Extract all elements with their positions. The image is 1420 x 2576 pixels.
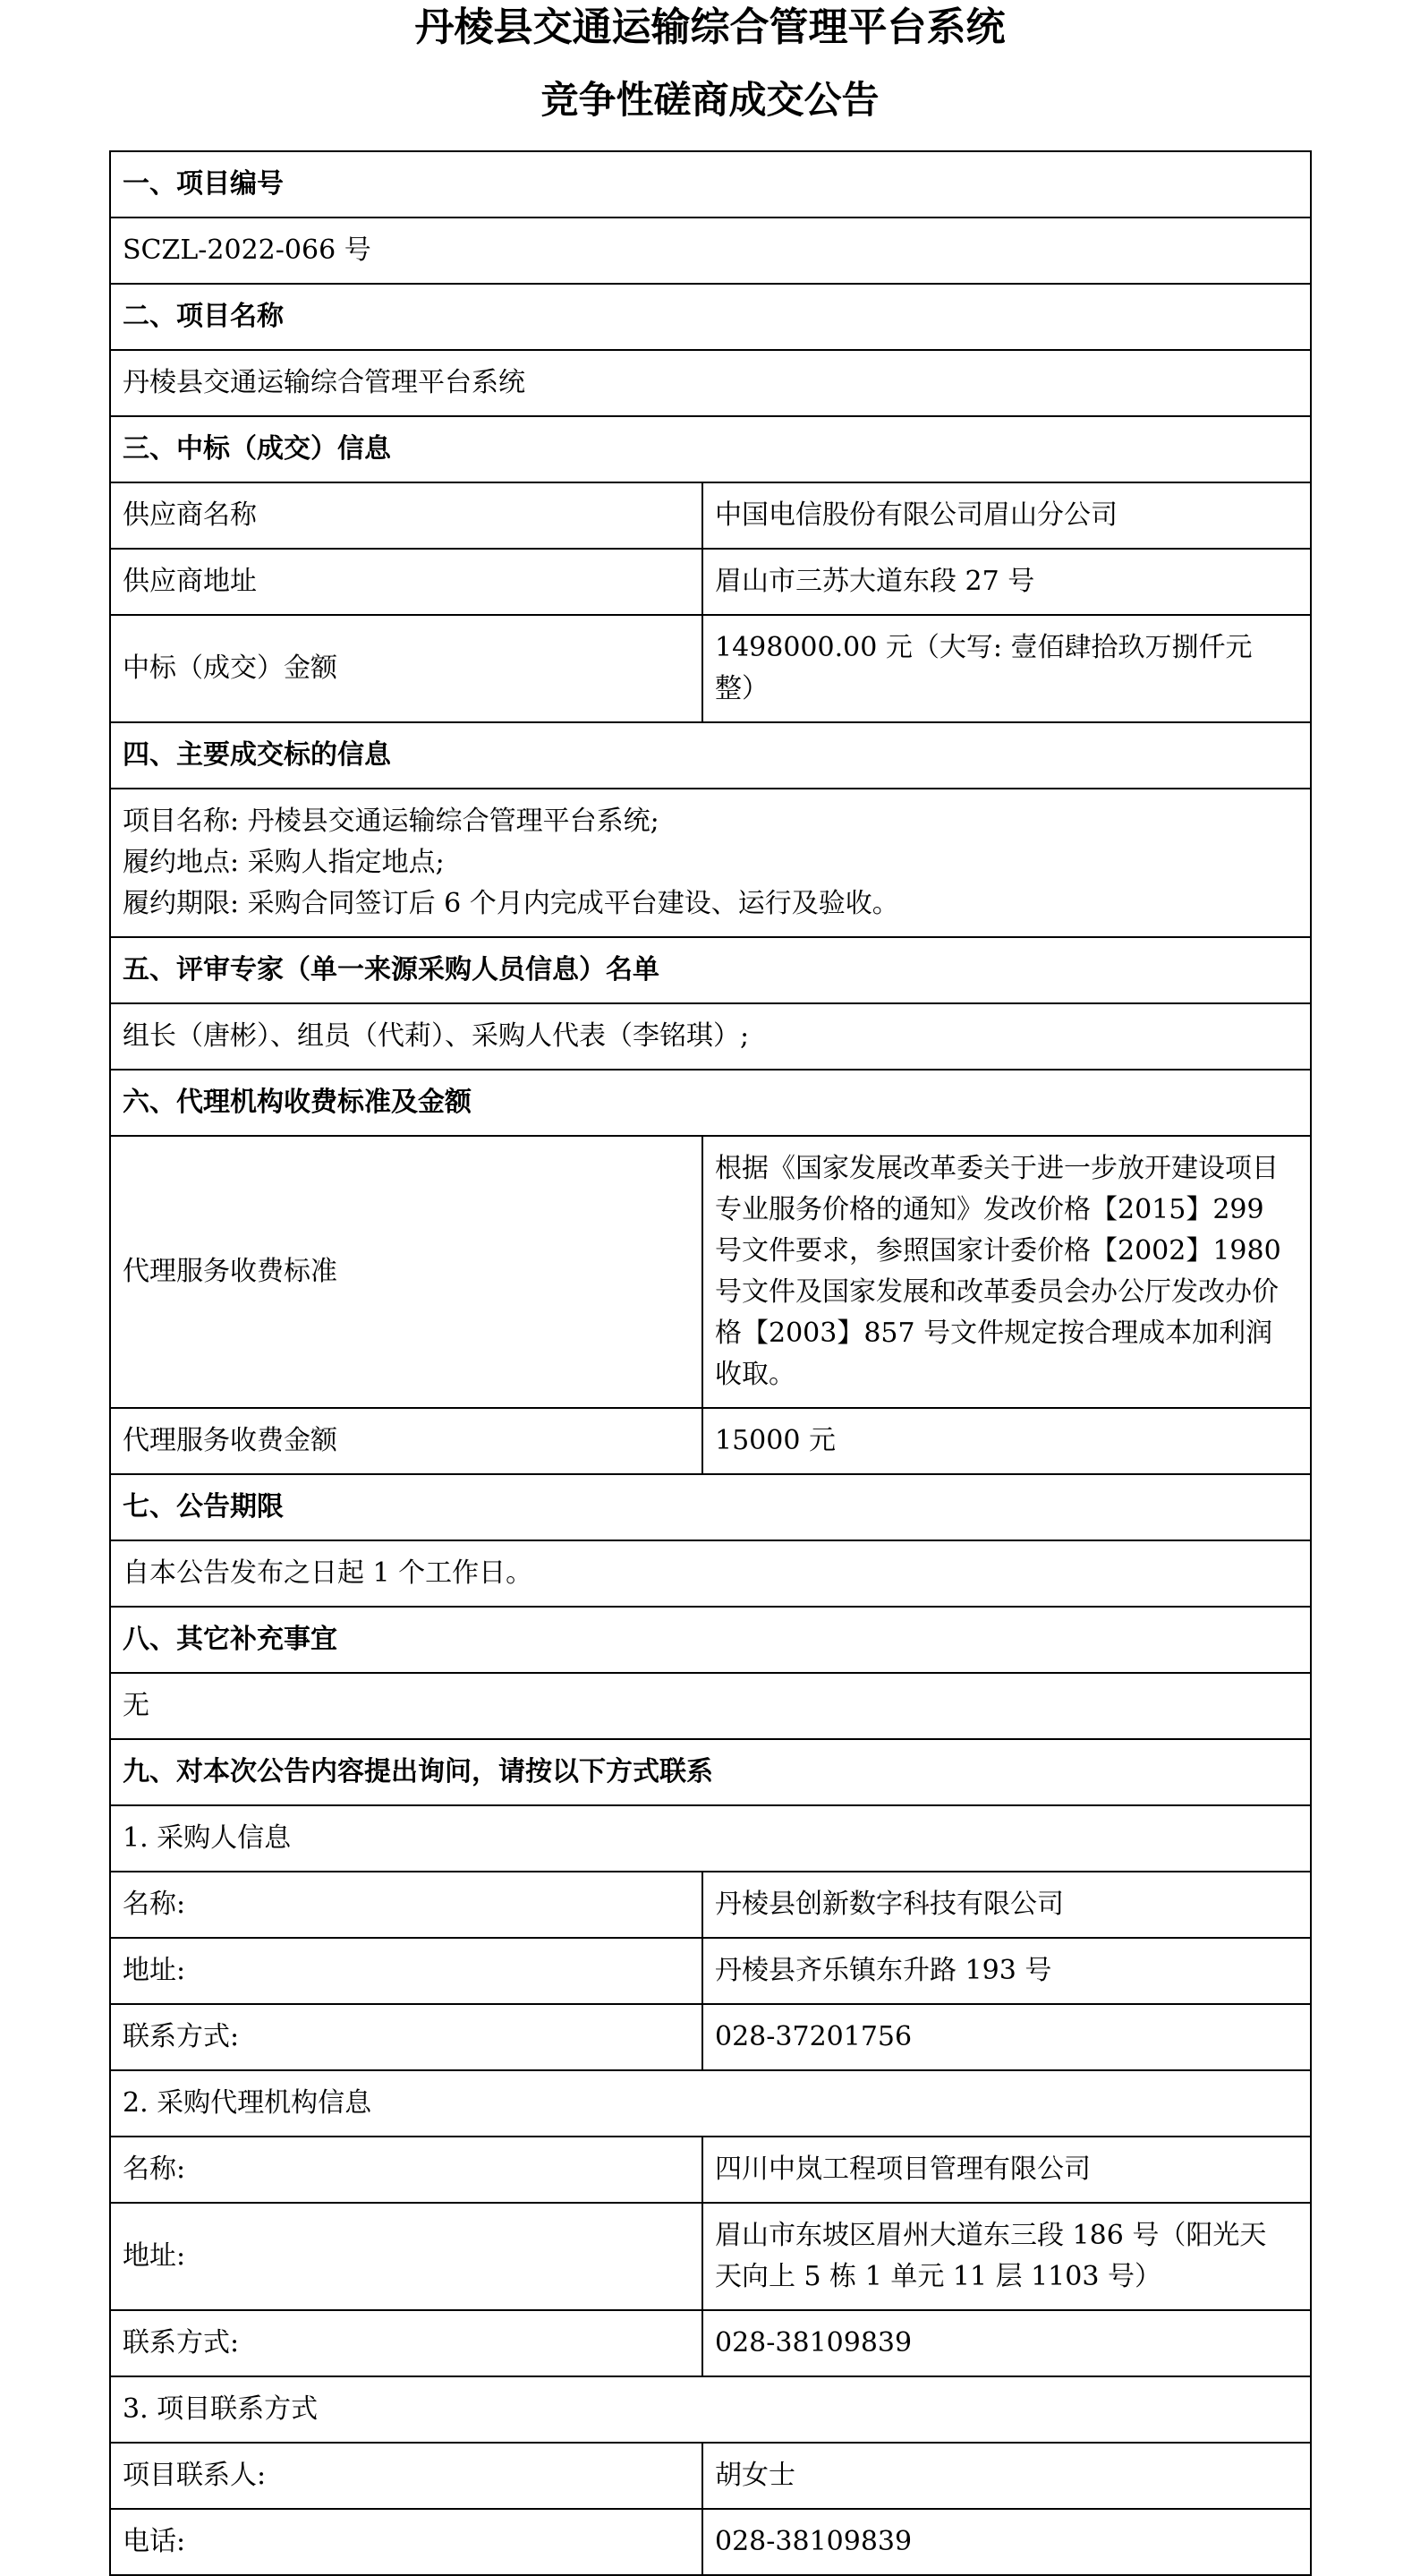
row-label: 名称: <box>110 1872 702 1938</box>
table-row <box>110 1540 1311 1607</box>
section-title: 五、评审专家（单一来源采购人员信息）名单 <box>110 937 1311 1003</box>
row-value: 1498000.00 元（大写: 壹佰肆拾玖万捌仟元整） <box>702 615 1311 722</box>
table-row <box>110 2443 1311 2509</box>
row-value: 028-38109839 <box>702 2310 1311 2376</box>
row-text: 丹棱县交通运输综合管理平台系统 <box>110 350 1311 416</box>
document-title: 丹棱县交通运输综合管理平台系统 <box>414 4 1006 50</box>
text-line: 履约地点: 采购人指定地点; <box>123 847 445 878</box>
table-row <box>110 1938 1311 2004</box>
row-label: 代理服务收费金额 <box>110 1408 702 1474</box>
section-header-row <box>110 1070 1311 1136</box>
row-value: 根据《国家发展改革委关于进一步放开建设项目专业服务价格的通知》发改价格【2015】299 号文件要求，参照国家计委价格【2002】1980 号文件及国家发展和改革委员会办公厅发改办价格【2003】857 号文件规定按合理成本加利润收取。 <box>702 1136 1311 1408</box>
table-row <box>110 218 1311 284</box>
row-label: 项目联系人: <box>110 2443 702 2509</box>
text-line: 履约期限: 采购合同签订后 6 个月内完成平台建设、运行及验收。 <box>123 888 899 919</box>
row-label: 联系方式: <box>110 2004 702 2070</box>
section-title: 二、项目名称 <box>110 284 1311 350</box>
row-label: 电话: <box>110 2509 702 2575</box>
table-row <box>110 2509 1311 2575</box>
row-text: SCZL-2022-066 号 <box>110 218 1311 284</box>
table-row <box>110 615 1311 722</box>
row-value: 028-38109839 <box>702 2509 1311 2575</box>
row-label: 供应商地址 <box>110 549 702 615</box>
section-header-row <box>110 722 1311 789</box>
section-title: 一、项目编号 <box>110 151 1311 218</box>
row-value: 028-37201756 <box>702 2004 1311 2070</box>
table-row <box>110 2004 1311 2070</box>
row-text: 2. 采购代理机构信息 <box>110 2070 1311 2137</box>
row-value: 丹棱县创新数字科技有限公司 <box>702 1872 1311 1938</box>
row-value: 眉山市东坡区眉州大道东三段 186 号（阳光天天向上 5 栋 1 单元 11 层 1103 号） <box>702 2203 1311 2310</box>
row-value: 四川中岚工程项目管理有限公司 <box>702 2137 1311 2203</box>
row-value: 眉山市三苏大道东段 27 号 <box>702 549 1311 615</box>
table-row <box>110 789 1311 937</box>
section-header-row <box>110 151 1311 218</box>
row-label: 联系方式: <box>110 2310 702 2376</box>
section-header-row <box>110 937 1311 1003</box>
table-row <box>110 482 1311 549</box>
row-label: 地址: <box>110 1938 702 2004</box>
table-row <box>110 1673 1311 1739</box>
table-row <box>110 1003 1311 1070</box>
table-row <box>110 2310 1311 2376</box>
row-text: 1. 采购人信息 <box>110 1805 1311 1872</box>
row-label: 名称: <box>110 2137 702 2203</box>
row-label: 代理服务收费标准 <box>110 1136 702 1408</box>
table-row <box>110 1408 1311 1474</box>
table-row <box>110 1136 1311 1408</box>
section-header-row <box>110 1607 1311 1673</box>
section-title: 八、其它补充事宜 <box>110 1607 1311 1673</box>
table-row <box>110 1872 1311 1938</box>
table-body <box>110 151 1311 2575</box>
table-row <box>110 2070 1311 2137</box>
section-title: 六、代理机构收费标准及金额 <box>110 1070 1311 1136</box>
section-title: 四、主要成交标的信息 <box>110 722 1311 789</box>
row-value: 丹棱县齐乐镇东升路 193 号 <box>702 1938 1311 2004</box>
row-value: 15000 元 <box>702 1408 1311 1474</box>
row-text: 组长（唐彬）、组员（代莉）、采购人代表（李铭琪）; <box>110 1003 1311 1070</box>
section-header-row <box>110 1739 1311 1805</box>
row-value: 胡女士 <box>702 2443 1311 2509</box>
row-text <box>110 789 1311 937</box>
text-line: 项目名称: 丹棱县交通运输综合管理平台系统; <box>123 806 659 837</box>
table-row <box>110 350 1311 416</box>
table-row <box>110 549 1311 615</box>
section-header-row <box>110 284 1311 350</box>
table-row <box>110 2137 1311 2203</box>
row-label: 中标（成交）金额 <box>110 615 702 722</box>
row-label: 供应商名称 <box>110 482 702 549</box>
row-value: 中国电信股份有限公司眉山分公司 <box>702 482 1311 549</box>
section-header-row <box>110 416 1311 482</box>
row-label: 地址: <box>110 2203 702 2310</box>
section-header-row <box>110 1474 1311 1540</box>
section-title: 九、对本次公告内容提出询问，请按以下方式联系 <box>110 1739 1311 1805</box>
row-text: 无 <box>110 1673 1311 1739</box>
row-text: 自本公告发布之日起 1 个工作日。 <box>110 1540 1311 1607</box>
table-row <box>110 1805 1311 1872</box>
table-row <box>110 2203 1311 2310</box>
announcement-table <box>109 150 1312 2576</box>
row-text: 3. 项目联系方式 <box>110 2376 1311 2443</box>
table-row <box>110 2376 1311 2443</box>
section-title: 七、公告期限 <box>110 1474 1311 1540</box>
document-subtitle: 竞争性磋商成交公告 <box>540 78 880 122</box>
section-title: 三、中标（成交）信息 <box>110 416 1311 482</box>
